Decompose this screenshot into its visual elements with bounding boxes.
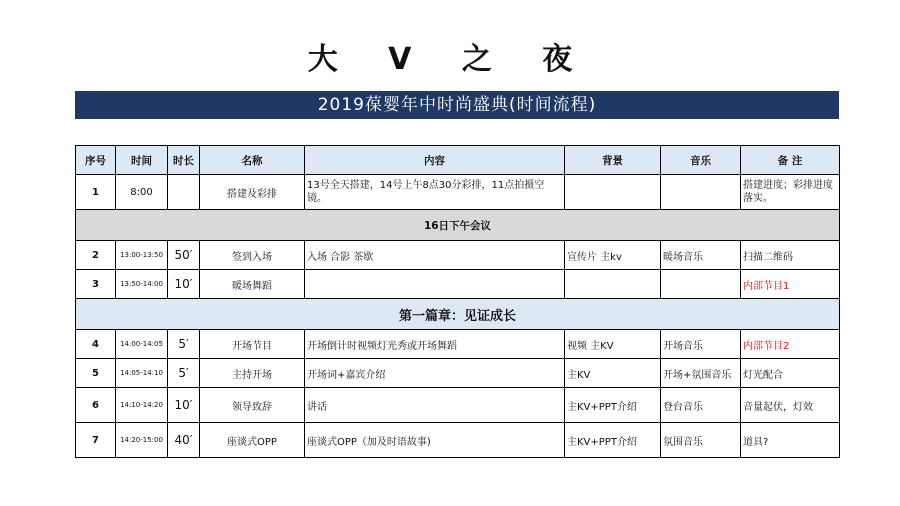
table-row (76, 330, 840, 359)
cell-seq: 1 (76, 175, 116, 210)
cell-content: 开场词+嘉宾介绍 (305, 359, 565, 388)
header-note: 备 注 (741, 146, 840, 175)
table-row (76, 388, 840, 423)
cell-music (661, 175, 741, 210)
cell-music: 开场音乐 (661, 330, 741, 359)
cell-content: 座谈式OPP（加及时语故事) (305, 423, 565, 458)
cell-background: 主KV+PPT介绍 (565, 388, 661, 423)
header-time: 时间 (116, 146, 168, 175)
cell-seq: 3 (76, 270, 116, 299)
cell-note: 道具? (741, 423, 840, 458)
cell-time: 14:00-14:05 (116, 330, 168, 359)
cell-seq: 6 (76, 388, 116, 423)
cell-music: 暖场音乐 (661, 241, 741, 270)
cell-music: 氛围音乐 (661, 423, 741, 458)
cell-duration: 10′ (168, 270, 200, 299)
cell-seq: 4 (76, 330, 116, 359)
table-header-row (76, 146, 840, 175)
cell-note: 内部节目1 (741, 270, 840, 299)
cell-background (565, 270, 661, 299)
cell-name: 搭建及彩排 (200, 175, 305, 210)
cell-time: 8:00 (116, 175, 168, 210)
cell-duration (168, 175, 200, 210)
cell-background (565, 175, 661, 210)
cell-background: 主KV (565, 359, 661, 388)
section-title: 第一篇章：见证成长 (76, 299, 840, 330)
schedule-table (75, 145, 840, 458)
section-row (76, 299, 840, 330)
cell-note: 搭建进度；彩排进度落实。 (741, 175, 840, 210)
cell-note: 扫描二维码 (741, 241, 840, 270)
cell-name: 暖场舞蹈 (200, 270, 305, 299)
cell-note: 灯光配合 (741, 359, 840, 388)
cell-content: 13号全天搭建，14号上午8点30分彩排，11点拍摄空镜。 (305, 175, 565, 210)
header-background: 背景 (565, 146, 661, 175)
header-content: 内容 (305, 146, 565, 175)
table-row (76, 270, 840, 299)
cell-background: 宣传片 主kv (565, 241, 661, 270)
cell-content: 开场倒计时视频灯光秀或开场舞蹈 (305, 330, 565, 359)
cell-background: 视频 主KV (565, 330, 661, 359)
cell-name: 座谈式OPP (200, 423, 305, 458)
cell-note: 内部节目2 (741, 330, 840, 359)
section-title: 16日下午会议 (76, 210, 840, 241)
cell-note: 音量起伏，灯效 (741, 388, 840, 423)
cell-content: 讲话 (305, 388, 565, 423)
cell-time: 14:20-15:00 (116, 423, 168, 458)
cell-background: 主KV+PPT介绍 (565, 423, 661, 458)
header-name: 名称 (200, 146, 305, 175)
cell-name: 领导致辞 (200, 388, 305, 423)
cell-time: 13:50-14:00 (116, 270, 168, 299)
table-row (76, 175, 840, 210)
cell-music (661, 270, 741, 299)
page-title: 大 V 之 夜 (307, 42, 593, 77)
header-duration: 时长 (168, 146, 200, 175)
cell-music: 登台音乐 (661, 388, 741, 423)
header-seq: 序号 (76, 146, 116, 175)
cell-duration: 5′ (168, 359, 200, 388)
cell-time: 14:05-14:10 (116, 359, 168, 388)
cell-name: 开场节目 (200, 330, 305, 359)
cell-duration: 40′ (168, 423, 200, 458)
cell-seq: 2 (76, 241, 116, 270)
subtitle-banner: 2019葆婴年中时尚盛典(时间流程) (75, 91, 839, 119)
cell-content: 入场 合影 茶歇 (305, 241, 565, 270)
cell-duration: 5′ (168, 330, 200, 359)
cell-duration: 10′ (168, 388, 200, 423)
cell-name: 签到入场 (200, 241, 305, 270)
header-music: 音乐 (661, 146, 741, 175)
cell-time: 14:10-14:20 (116, 388, 168, 423)
section-row (76, 210, 840, 241)
table-row (76, 241, 840, 270)
cell-music: 开场+氛围音乐 (661, 359, 741, 388)
cell-name: 主持开场 (200, 359, 305, 388)
cell-time: 13:00-13:50 (116, 241, 168, 270)
table-row (76, 359, 840, 388)
cell-seq: 5 (76, 359, 116, 388)
table-row (76, 423, 840, 458)
cell-duration: 50′ (168, 241, 200, 270)
cell-seq: 7 (76, 423, 116, 458)
cell-content (305, 270, 565, 299)
